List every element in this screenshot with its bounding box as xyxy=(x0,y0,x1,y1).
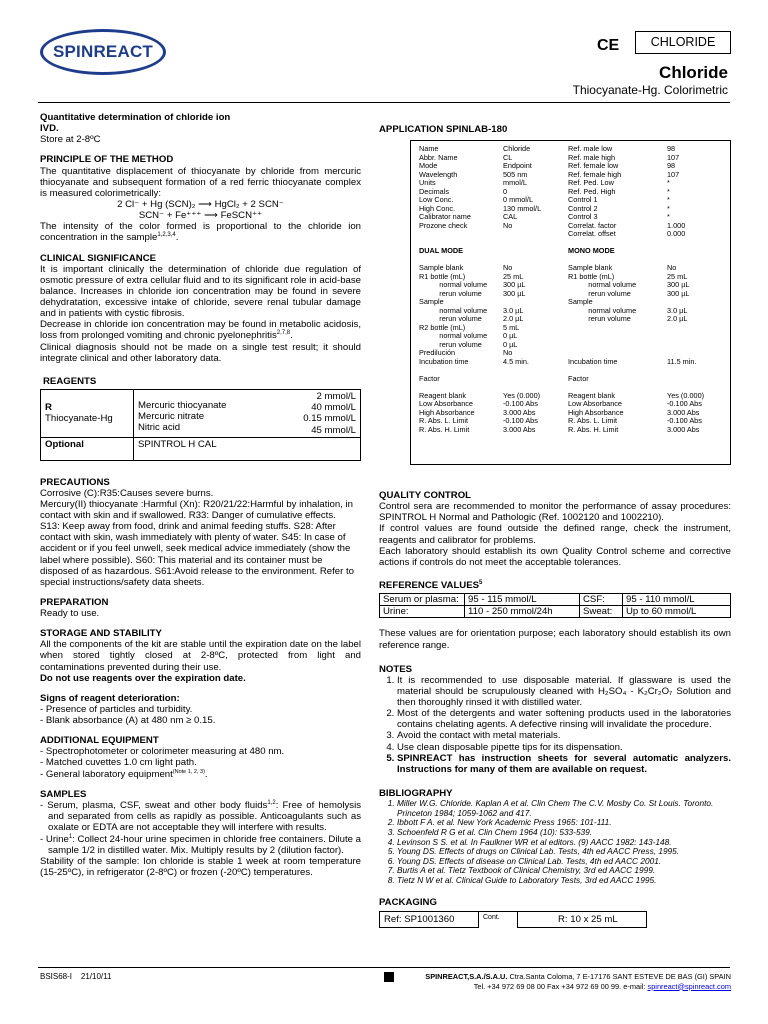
application-cell: Wavelength xyxy=(419,169,458,179)
application-cell: No xyxy=(503,220,513,230)
clinical-text-2: Decrease in chloride ion concentration may be found in metabolic acidosis, loss from prolonged vomiting and chronic pyelonephritis$^{2,7,8}$. xyxy=(40,319,361,342)
clinical-text-2-body: Decrease in chloride ion concentration may be found in metabolic acidosis, loss from prolonged vomiting and chronic pyelonephritis xyxy=(40,319,361,342)
ce-mark: CE xyxy=(597,37,620,54)
application-cell: 2.0 µL xyxy=(503,314,524,323)
application-cell: 98 xyxy=(667,161,676,170)
clinical-text: It is important clinically the determination of chloride due regulation of osmotic pressure of extra cellular fluid and to its significant role in acid-base balance. Increases in chloride ion concentration may be found in severe dehydratation, excessive intake of chloride, severe renal tubular damage and in patients with cystic fibrosis. xyxy=(40,263,362,320)
application-cell: 300 µL xyxy=(503,280,526,289)
spinreact-logo xyxy=(40,29,166,75)
application-cell xyxy=(503,366,568,375)
quality-heading: QUALITY CONTROL xyxy=(379,490,472,501)
principle-text: The quantitative displacement of thiocyanate by chloride from mercuric thiocyanate and subsequent formation of a red ferric thiocyanate complex is measured colorimetrically: xyxy=(40,165,361,199)
application-cell: DUAL MODE xyxy=(419,246,464,255)
reagent-amount: 40 mmol/L xyxy=(311,402,356,414)
application-cell xyxy=(503,256,568,265)
application-box xyxy=(410,140,731,465)
application-cell: Prozone check xyxy=(419,220,468,230)
bibliography-item: 8. Tietz N W et al. Clinical Guide to Laboratory Tests, 3rd ed AACC 1995. xyxy=(397,876,731,886)
sample-item-2-ref: 1 xyxy=(68,833,73,840)
quality-text-1: Control sera are recommended to monitor the performance of assay procedures: SPINTROL H Normal and Pathologic (Ref. 1002120 and 1002210). xyxy=(379,501,731,524)
equipment-item: - Matched cuvettes 1.0 cm light path. xyxy=(40,757,197,769)
application-cell: Yes (0.000) xyxy=(503,390,541,400)
notes-heading: NOTES xyxy=(379,663,413,675)
ref-label: CSF: xyxy=(580,594,623,606)
reagent-amounts xyxy=(272,390,361,438)
application-cell: 130 mmol/L xyxy=(503,203,542,213)
application-cell: -0.100 Abs xyxy=(503,399,538,408)
application-cell: Control 1 xyxy=(568,195,598,204)
sample-item-1-a: - Serum, plasma, CSF, sweat and other body fluids xyxy=(40,800,268,812)
reagents-table xyxy=(40,389,361,461)
signs-heading: Signs of reagent deterioration: xyxy=(40,692,180,704)
application-row xyxy=(419,230,724,239)
bibliography-item: 4. Levinson S S. et al. In Faulkner WR et al editors. (9) AACC 1982: 143-148. xyxy=(397,838,731,848)
note-item: 5. SPINREACT has instruction sheets for several automatic analyzers. Instructions for many of them are available on request. xyxy=(397,753,731,775)
application-cell: R. Abs. H. Limit xyxy=(568,424,619,434)
reagent-item: Mercuric thiocyanate xyxy=(138,400,227,412)
application-cell: R2 bottle (mL) xyxy=(419,322,466,332)
application-cell: MONO MODE xyxy=(568,246,615,255)
analyte-tag: CHLORIDE xyxy=(635,31,731,54)
principle-ref: 1,2,3,4 xyxy=(157,232,176,239)
application-cell: Low Conc. xyxy=(419,195,454,204)
bibliography-heading: BIBLIOGRAPHY xyxy=(379,787,453,799)
reference-row xyxy=(380,606,731,618)
note-item xyxy=(397,675,731,708)
application-cell: R. Abs. L. Limit xyxy=(419,416,469,425)
application-cell: Low Absorbance xyxy=(419,399,473,408)
application-cell: Ref. Ped. High xyxy=(568,186,616,196)
reagent-r-cell xyxy=(41,390,134,438)
note-item: 4. Use clean disposable pipette tips for its dispensation. xyxy=(397,742,731,753)
application-cell: 3.0 µL xyxy=(667,305,688,315)
preparation-text: Ready to use. xyxy=(40,608,100,619)
footer-code xyxy=(40,972,111,981)
bibliography-item: 7. Burtis A et al. Tietz Textbook of Clinical Chemistry, 3rd ed AACC 1999. xyxy=(397,866,731,876)
application-cell: High Absorbance xyxy=(419,407,475,417)
equation-1: 2 Cl⁻ + Hg (SCN)₂ ⟶ HgCl₂ + 2 SCN⁻ xyxy=(117,198,284,210)
application-cell: -0.100 Abs xyxy=(667,399,702,408)
principle-heading: PRINCIPLE OF THE METHOD xyxy=(40,154,174,166)
reagents-heading: REAGENTS xyxy=(43,376,97,387)
application-cell: R1 bottle (mL) xyxy=(568,271,615,281)
application-heading: APPLICATION SPINLAB-180 xyxy=(379,124,508,135)
ref-label: Urine: xyxy=(380,606,465,618)
doc-date: 21/10/11 xyxy=(80,972,112,981)
notes-list xyxy=(379,675,731,775)
samples-heading: SAMPLES xyxy=(40,788,87,800)
application-cell: 300 µL xyxy=(503,288,526,298)
note-item: 2. Most of the detergents and water softening products used in the laboratories contains chelating agents. A defective rinsing will invalidate the procedure. xyxy=(397,708,731,730)
reference-ref: 5 xyxy=(479,579,483,586)
application-cell: * xyxy=(667,203,670,213)
company-contact: Tel. +34 972 69 08 00 Fax +34 972 69 00 99. e-mail: xyxy=(473,981,648,991)
note-1-formula: H₂SO₄ - K₂Cr₂O₇ xyxy=(598,685,673,697)
quality-text-3: Each laboratory should establish its own Quality Control scheme and corrective actions if controls do not meet the acceptable tolerances. xyxy=(379,545,731,568)
precautions-heading: PRECAUTIONS xyxy=(40,476,110,488)
clinical-ref: 2,7,8 xyxy=(276,330,291,337)
note-item: 3. Avoid the contact with metal materials. xyxy=(397,730,731,741)
application-cell: No xyxy=(503,348,513,357)
application-cell: Predilución xyxy=(419,348,456,357)
application-cell: CAL xyxy=(503,212,518,221)
reagent-components xyxy=(134,390,273,438)
reagent-row-optional xyxy=(41,437,361,460)
footer-address xyxy=(380,972,731,991)
application-row xyxy=(419,358,724,367)
reagent-row-r xyxy=(41,390,361,438)
application-cell xyxy=(667,366,724,375)
packaging-table xyxy=(379,911,647,928)
principle-period: . xyxy=(175,232,179,244)
application-cell: 300 µL xyxy=(667,280,690,289)
equipment-item: - Spectrophotometer or colorimeter measuring at 480 nm. xyxy=(40,746,285,758)
application-cell: 98 xyxy=(667,144,676,153)
ref-label: Sweat: xyxy=(580,606,623,618)
application-cell: Control 3 xyxy=(568,212,598,221)
application-cell: 2.0 µL xyxy=(667,314,688,323)
application-cell: Correlat. factor xyxy=(568,220,617,230)
sample-item-2-a: - Urine xyxy=(40,833,69,845)
storage-note: Store at 2-8ºC xyxy=(40,134,101,146)
application-cell xyxy=(503,247,568,256)
application-cell xyxy=(419,230,503,239)
application-cell: R. Abs. H. Limit xyxy=(419,424,470,434)
application-cell xyxy=(667,239,724,248)
application-cell: 1.000 xyxy=(667,220,686,230)
bibliography-item: 5. Young DS. Effects of drugs on Clinical Lab. Tests, 4th ed AACC Press, 1995. xyxy=(397,847,731,857)
application-cell xyxy=(667,375,724,384)
application-cell xyxy=(667,341,724,350)
precautions-line: Mercury(II) thiocyanate :Harmful (Xn): R20/21/22:Harmful by inhalation, in contact with skin and if swallowed. R33: Danger of cumulative effects. xyxy=(40,498,353,521)
application-cell: Name xyxy=(419,144,439,153)
application-cell: Mode xyxy=(419,161,438,170)
application-cell: Factor xyxy=(419,373,440,383)
application-cell: Endpoint xyxy=(503,161,532,170)
reagent-amount: 45 mmol/L xyxy=(311,424,356,436)
storage-warning: Do not use reagents over the expiration date. xyxy=(40,672,246,684)
ref-value: Up to 60 mmol/L xyxy=(623,606,731,618)
application-cell: No xyxy=(503,263,513,272)
reference-table xyxy=(379,593,731,618)
samples-stability: Stability of the sample: Ion chloride is stable 1 week at room temperature (15-25ºC), in refrigerator (2-8ºC) or frozen (-20ºC) temperatures. xyxy=(40,855,361,879)
application-cell: 3.000 Abs xyxy=(503,424,536,434)
application-cell: 0.000 xyxy=(667,229,686,238)
equipment-heading: ADDITIONAL EQUIPMENT xyxy=(40,735,159,747)
ivd-label: IVD. xyxy=(40,123,59,135)
application-cell xyxy=(667,324,724,333)
application-cell: Ref. female high xyxy=(568,169,622,179)
ref-value: 95 - 115 mmol/L xyxy=(465,594,580,606)
application-cell: No xyxy=(667,263,677,272)
application-cell: 505 nm xyxy=(503,169,528,179)
application-cell: R1 bottle (mL) xyxy=(419,271,466,281)
storage-text: All the components of the kit are stable until the expiration date on the label when stored tightly closed at 2-8ºC, protected from light and contaminations prevented during their use. xyxy=(40,639,361,673)
ref-label: Serum or plasma: xyxy=(380,594,465,606)
application-cell: mmol/L xyxy=(503,178,527,187)
clinical-heading: CLINICAL SIGNIFICANCE xyxy=(40,252,157,264)
application-cell: * xyxy=(667,195,670,204)
application-cell: rerun volume xyxy=(568,314,631,323)
reagent-amount: 0.15 mmol/L xyxy=(303,413,356,425)
application-cell: normal volume xyxy=(568,280,637,289)
principle-text-2-body: The intensity of the color formed is proportional to the chloride ion concentration in the sample xyxy=(40,221,361,244)
application-cell: Chloride xyxy=(503,144,531,153)
application-cell xyxy=(667,332,724,341)
application-cell: Sample xyxy=(419,297,444,306)
application-cell: 3.000 Abs xyxy=(667,407,700,417)
application-cell: -0.100 Abs xyxy=(667,416,702,425)
page-subtitle: Thiocyanate-Hg. Colorimetric xyxy=(572,83,728,97)
application-cell: * xyxy=(667,178,670,187)
application-cell: rerun volume xyxy=(419,288,482,298)
application-cell: Low Absorbance xyxy=(568,399,622,408)
ref-value: 110 - 250 mmol/24h xyxy=(465,606,580,618)
sign-item: - Blank absorbance (A) at 480 nm ≥ 0.15. xyxy=(40,715,216,726)
packaging-cont: Cont. xyxy=(479,911,518,927)
principle-text-2 xyxy=(40,221,361,243)
reagent-item: Nitric acid xyxy=(138,422,181,434)
application-cell: Yes (0.000) xyxy=(667,390,705,400)
application-row xyxy=(419,247,724,256)
application-cell: High Absorbance xyxy=(568,407,624,417)
application-cell: Incubation time xyxy=(568,356,618,366)
application-cell: Control 2 xyxy=(568,203,598,213)
application-cell: 107 xyxy=(667,169,680,179)
optional-value: SPINTROL H CAL xyxy=(134,437,361,460)
application-row xyxy=(419,426,724,435)
application-cell xyxy=(503,375,568,384)
sample-item xyxy=(40,800,361,834)
application-cell xyxy=(667,247,724,256)
equipment-note: (Note 1, 2, 3) xyxy=(172,768,205,775)
application-cell: Ref. female low xyxy=(568,161,619,170)
application-cell xyxy=(568,341,667,350)
logo-text: SPINREACT xyxy=(52,42,154,62)
application-cell: R. Abs. L. Limit xyxy=(568,416,618,425)
bibliography-item: 2. Ibbott F A. et al. New York Academic Press 1965: 101-111. xyxy=(397,818,731,828)
packaging-heading: PACKAGING xyxy=(379,896,437,908)
storage-heading: STORAGE AND STABILITY xyxy=(40,628,162,640)
reference-row xyxy=(380,594,731,606)
application-cell: * xyxy=(667,186,670,196)
ref-value: 95 - 110 mmol/L xyxy=(623,594,731,606)
application-cell: 4.5 min. xyxy=(503,356,529,366)
application-cell: 25 mL xyxy=(503,271,524,281)
email-link[interactable]: spinreact@spinreact.com xyxy=(647,981,731,991)
reference-heading xyxy=(379,580,731,591)
application-cell: 11.5 min. xyxy=(667,356,697,366)
application-cell: High Conc. xyxy=(419,203,456,213)
sample-item xyxy=(40,834,361,856)
reagent-amount: 2 mmol/L xyxy=(316,391,356,403)
reagent-r-sub: Thiocyanate-Hg xyxy=(45,413,113,425)
intro-line: Quantitative determination of chloride ion xyxy=(40,112,231,123)
application-cell: normal volume xyxy=(419,331,488,340)
equipment-tail: . xyxy=(204,768,208,780)
note-1-b: Solution and then thoroughly rinsed it with distilled water. xyxy=(397,685,732,709)
application-cell: Ref. Ped. Low xyxy=(568,178,614,187)
reagent-item: Mercuric nitrate xyxy=(138,411,205,423)
application-row xyxy=(419,341,724,350)
right-column xyxy=(379,490,731,928)
samples-list xyxy=(40,800,361,856)
application-cell: 300 µL xyxy=(667,288,690,298)
application-cell: 0 mmol/L xyxy=(503,195,534,204)
optional-label: Optional xyxy=(41,437,134,460)
bibliography-item: 6. Young DS. Effects of disease on Clinical Lab. Tests, 4th ed AACC 2001. xyxy=(397,857,731,867)
left-column xyxy=(40,112,361,878)
application-cell: Abbr. Name xyxy=(419,152,458,162)
application-cell: * xyxy=(667,212,670,221)
bibliography-list xyxy=(379,799,731,885)
precautions-line: Corrosive (C):R35:Causes severe burns. xyxy=(40,487,214,499)
application-cell: 3.000 Abs xyxy=(667,424,700,434)
quality-text-2: If control values are found outside the defined range, check the instrument, reagents and calibrator for problems. xyxy=(379,523,731,546)
packaging-row xyxy=(380,911,647,927)
application-cell: normal volume xyxy=(419,305,488,315)
application-cell xyxy=(568,332,667,341)
footer-divider xyxy=(38,967,730,968)
sample-item-1-b: : Free of hemolysis and separated from cells as rapidly as possible. Anticoagulants such as oxalate or EDTA are not acceptable they will interfere with results. xyxy=(48,800,361,834)
packaging-r: R: 10 x 25 mL xyxy=(518,911,647,927)
bibliography-item: 3. Schoenfeld R G et al. Clin Chem 1964 (10): 533-539. xyxy=(397,828,731,838)
application-cell: Units xyxy=(419,178,436,187)
application-cell: 0 xyxy=(503,186,508,196)
precautions-line: S13: Keep away from food, drink and animal feeding stuffs. S28: After contact with skin, wash immediately with plenty of water. S45: In case of accident or if you feel unwell, seek medical advice immediately (show the label where possible). S60: This material and its container must be disposed of as hazardous. S61:Avoid release to the environment. Refer to special instructions/safety data sheets. xyxy=(40,521,354,588)
application-cell: Decimals xyxy=(419,186,450,196)
application-cell: rerun volume xyxy=(419,314,482,323)
application-cell: 5 mL xyxy=(503,322,520,332)
note-1-a: It is recommended to use disposable material. If glassware is used the material should be scrupulously cleaned with xyxy=(397,674,731,697)
bibliography-item: 1. Miller W.G. Chloride. Kaplan A et al. Clin Chem The C.V. Mosby Co. St Louis. Toronto. Princeton 1984; 1059-1062 and 417. xyxy=(397,799,731,818)
reagent-r-label: R xyxy=(45,402,52,414)
company-name: SPINREACT,S.A./S.A.U. xyxy=(425,972,508,981)
application-cell: 0 µL xyxy=(503,331,518,340)
clinical-text-3: Clinical diagnosis should not be made on a single test result; it should integrate clinical and other laboratory data. xyxy=(40,341,361,364)
application-cell: Reagent blank xyxy=(568,390,616,400)
doc-code: BSIS68-I xyxy=(40,972,73,981)
application-cell: Reagent blank xyxy=(419,390,467,400)
application-cell: normal volume xyxy=(568,305,637,315)
preparation-heading: PREPARATION xyxy=(40,596,109,608)
application-row xyxy=(419,375,724,384)
sample-item-1-ref: 1,2 xyxy=(267,799,276,806)
application-cell: 0 µL xyxy=(503,339,518,349)
application-cell: rerun volume xyxy=(568,288,631,298)
application-cell: Correlat. offset xyxy=(568,229,616,238)
application-cell xyxy=(503,230,568,239)
application-cell: Sample xyxy=(568,297,593,306)
application-cell: Ref. male high xyxy=(568,152,616,162)
application-cell: CL xyxy=(503,152,513,162)
equipment-item-3-body: - General laboratory equipment xyxy=(40,768,173,780)
header-divider xyxy=(38,102,730,103)
application-cell: Factor xyxy=(568,373,589,383)
application-cell: Calibrator name xyxy=(419,212,471,221)
application-cell: -0.100 Abs xyxy=(503,416,538,425)
application-cell: Sample blank xyxy=(419,263,464,272)
application-cell: 3.000 Abs xyxy=(503,407,536,417)
application-cell: Incubation time xyxy=(419,356,469,366)
sign-item: - Presence of particles and turbidity. xyxy=(40,703,193,715)
application-cell: 107 xyxy=(667,152,680,162)
application-cell: 25 mL xyxy=(667,271,688,281)
reference-heading-text: REFERENCE VALUES xyxy=(379,580,480,592)
reference-note: These values are for orientation purpose; each laboratory should establish its own reference range. xyxy=(379,628,731,651)
sample-item-2-b: : Collect 24-hour urine specimen in chloride free containers. Dilute a sample 1/2 in distilled water. Mix. Multiply results by 2 (dilution factor). xyxy=(48,833,361,856)
application-cell xyxy=(568,324,667,333)
packaging-ref: Ref: SP1001360 xyxy=(380,911,479,927)
application-cell xyxy=(503,239,568,248)
application-cell: rerun volume xyxy=(419,339,482,349)
company-address: Ctra.Santa Coloma, 7 E-17176 SANT ESTEVE DE BAS (GI) SPAIN xyxy=(507,972,731,981)
application-cell: normal volume xyxy=(419,280,488,289)
application-table xyxy=(419,145,724,434)
application-cell: 3.0 µL xyxy=(503,305,524,315)
application-cell: Sample blank xyxy=(568,263,613,272)
equipment-item-3 xyxy=(40,769,361,780)
page-title: Chloride xyxy=(659,63,728,82)
equation-2: SCN⁻ + Fe⁺⁺⁺ ⟶ FeSCN⁺⁺ xyxy=(138,210,263,221)
application-cell: Ref. male low xyxy=(568,144,613,153)
